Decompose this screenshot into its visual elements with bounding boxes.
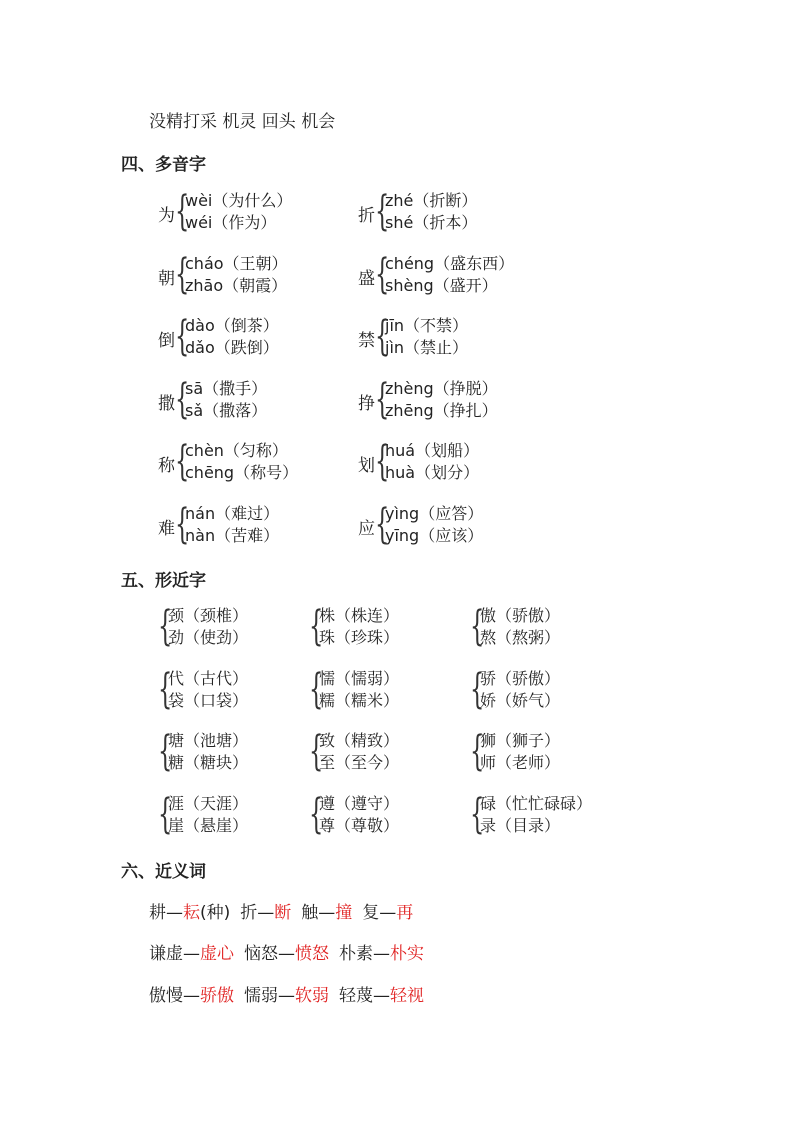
synonym-answer: 再 bbox=[396, 903, 414, 923]
polyphonic-char: 禁 bbox=[358, 331, 375, 351]
synonym-pair bbox=[339, 944, 424, 964]
shape-line-2: 珠（珍珠） bbox=[319, 628, 400, 647]
similar-shape-item bbox=[309, 602, 489, 650]
brace-icon: { bbox=[470, 602, 485, 650]
polyphonic-char: 撒 bbox=[158, 393, 175, 414]
polyphonic-item bbox=[158, 437, 358, 485]
reading-line-1: yìng（应答） bbox=[385, 503, 484, 523]
shape-line-1: 傲（骄傲） bbox=[480, 606, 561, 625]
similar-shape-item bbox=[470, 789, 650, 838]
synonym-pair bbox=[362, 903, 413, 923]
reading-line-2: sǎ（撒落） bbox=[185, 400, 268, 420]
polyphonic-char: 盛 bbox=[358, 268, 375, 289]
brace-icon: { bbox=[309, 664, 324, 713]
shape-line-2: 尊（尊敬） bbox=[319, 815, 400, 835]
shape-line-2: 糖（糖块） bbox=[168, 753, 249, 772]
brace-icon: { bbox=[158, 664, 173, 713]
shape-line-1: 株（株连） bbox=[319, 606, 400, 625]
synonym-answer: 撞 bbox=[335, 903, 353, 923]
reading-line-2: huà（划分） bbox=[385, 463, 480, 482]
brace-icon: { bbox=[375, 187, 390, 235]
similar-shape-item bbox=[309, 789, 489, 838]
synonym-word: 傲慢 bbox=[149, 986, 183, 1006]
polyphonic-item bbox=[158, 499, 358, 548]
polyphonic-char: 难 bbox=[158, 518, 175, 539]
brace-icon: { bbox=[175, 374, 190, 423]
synonym-answer: 耘 bbox=[183, 903, 200, 923]
reading-line-2: wéi（作为） bbox=[185, 213, 277, 232]
polyphonic-item bbox=[158, 249, 358, 298]
synonym-pair bbox=[244, 986, 329, 1006]
synonym-word: 谦虚 bbox=[149, 944, 183, 964]
polyphonic-item bbox=[358, 374, 558, 423]
brace-icon: { bbox=[175, 187, 190, 235]
synonym-row bbox=[149, 939, 434, 964]
synonym-dash: — bbox=[318, 903, 336, 923]
polyphonic-item bbox=[158, 312, 358, 360]
polyphonic-item bbox=[358, 249, 558, 298]
brace-icon: { bbox=[375, 374, 390, 423]
brace-icon: { bbox=[158, 727, 173, 775]
similar-shape-item bbox=[470, 602, 650, 650]
synonym-pair bbox=[240, 903, 291, 923]
brace-icon: { bbox=[175, 437, 190, 485]
synonym-answer: 虚心 bbox=[200, 944, 234, 964]
synonym-word: 触 bbox=[301, 903, 319, 923]
similar-shape-item bbox=[470, 727, 650, 775]
synonym-word: 恼怒 bbox=[244, 944, 278, 964]
section-title-polyphonic: 四、多音字 bbox=[121, 155, 206, 175]
polyphonic-item bbox=[358, 312, 558, 360]
synonym-suffix: (种) bbox=[200, 903, 231, 923]
synonym-word: 折 bbox=[240, 903, 258, 923]
reading-line-1: wèi（为什么） bbox=[185, 191, 293, 210]
synonym-pair bbox=[149, 944, 234, 964]
shape-line-1: 狮（狮子） bbox=[480, 731, 561, 750]
synonym-word: 耕 bbox=[149, 903, 166, 923]
brace-icon: { bbox=[309, 602, 324, 650]
shape-line-2: 熬（熬粥） bbox=[480, 628, 561, 647]
reading-line-1: chéng（盛东西） bbox=[385, 253, 515, 273]
reading-line-2: zhēng（挣扎） bbox=[385, 400, 498, 420]
polyphonic-char: 称 bbox=[158, 456, 175, 476]
synonym-dash: — bbox=[278, 986, 295, 1006]
polyphonic-item bbox=[358, 499, 558, 548]
shape-line-1: 碌（忙忙碌碌） bbox=[480, 793, 593, 813]
reading-line-2: nàn（苦难） bbox=[185, 525, 280, 545]
reading-line-1: chèn（匀称） bbox=[185, 441, 288, 460]
synonym-answer: 骄傲 bbox=[200, 986, 234, 1006]
brace-icon: { bbox=[470, 789, 485, 838]
brace-icon: { bbox=[375, 437, 390, 485]
shape-line-2: 至（至今） bbox=[319, 753, 400, 772]
reading-line-1: huá（划船） bbox=[385, 441, 480, 460]
brace-icon: { bbox=[375, 249, 390, 298]
polyphonic-item bbox=[158, 187, 358, 235]
reading-line-1: zhé（折断） bbox=[385, 191, 478, 210]
reading-line-2: shé（折本） bbox=[385, 213, 478, 232]
synonym-answer: 轻视 bbox=[390, 986, 424, 1006]
brace-icon: { bbox=[175, 249, 190, 298]
section-title-synonyms: 六、近义词 bbox=[121, 862, 206, 882]
reading-line-2: yīng（应该） bbox=[385, 525, 484, 545]
polyphonic-item bbox=[358, 437, 558, 485]
brace-icon: { bbox=[309, 727, 324, 775]
brace-icon: { bbox=[158, 602, 173, 650]
shape-line-1: 骄（骄傲） bbox=[480, 668, 561, 688]
synonym-row bbox=[149, 898, 423, 923]
brace-icon: { bbox=[309, 789, 324, 838]
shape-line-1: 懦（懦弱） bbox=[319, 668, 400, 688]
synonym-pair bbox=[149, 986, 234, 1006]
reading-line-2: chēng（称号） bbox=[185, 463, 299, 482]
shape-line-2: 师（老师） bbox=[480, 753, 561, 772]
synonym-word: 懦弱 bbox=[244, 986, 278, 1006]
intro-word-line: 没精打采 机灵 回头 机会 bbox=[149, 112, 336, 132]
brace-icon: { bbox=[375, 499, 390, 548]
similar-shape-item bbox=[309, 727, 489, 775]
synonym-dash: — bbox=[257, 903, 275, 923]
reading-line-2: dǎo（跌倒） bbox=[185, 338, 279, 357]
reading-line-1: sā（撒手） bbox=[185, 378, 268, 398]
similar-shape-item bbox=[470, 664, 650, 713]
synonym-row bbox=[149, 981, 434, 1006]
synonym-dash: — bbox=[183, 944, 200, 964]
synonym-dash: — bbox=[379, 903, 397, 923]
shape-line-2: 劲（使劲） bbox=[168, 628, 249, 647]
synonym-pair bbox=[244, 944, 329, 964]
polyphonic-char: 折 bbox=[358, 206, 375, 226]
synonym-pair bbox=[149, 903, 230, 923]
synonym-dash: — bbox=[373, 986, 390, 1006]
polyphonic-char: 挣 bbox=[358, 393, 375, 414]
polyphonic-char: 应 bbox=[358, 518, 375, 539]
polyphonic-item bbox=[358, 187, 558, 235]
synonym-dash: — bbox=[373, 944, 390, 964]
synonym-word: 轻蔑 bbox=[339, 986, 373, 1006]
reading-line-1: dào（倒茶） bbox=[185, 316, 279, 335]
shape-line-1: 代（古代） bbox=[168, 668, 249, 688]
polyphonic-item bbox=[158, 374, 358, 423]
polyphonic-char: 为 bbox=[158, 206, 175, 226]
shape-line-2: 录（目录） bbox=[480, 815, 561, 835]
brace-icon: { bbox=[175, 499, 190, 548]
synonym-answer: 断 bbox=[274, 903, 292, 923]
reading-line-1: jīn（不禁） bbox=[385, 316, 469, 335]
synonym-word: 复 bbox=[362, 903, 380, 923]
shape-line-2: 糯（糯米） bbox=[319, 690, 400, 710]
similar-shape-item bbox=[309, 664, 489, 713]
synonym-dash: — bbox=[278, 944, 295, 964]
synonym-answer: 愤怒 bbox=[295, 944, 329, 964]
polyphonic-char: 倒 bbox=[158, 331, 175, 351]
reading-line-2: shèng（盛开） bbox=[385, 275, 498, 295]
section-title-similar-shape: 五、形近字 bbox=[121, 571, 206, 591]
reading-line-1: cháo（王朝） bbox=[185, 253, 288, 273]
synonym-pair bbox=[301, 903, 352, 923]
shape-line-1: 涯（天涯） bbox=[168, 793, 249, 813]
shape-line-2: 崖（悬崖） bbox=[168, 815, 249, 835]
shape-line-2: 袋（口袋） bbox=[168, 690, 249, 710]
synonym-dash: — bbox=[166, 903, 183, 923]
reading-line-1: zhèng（挣脱） bbox=[385, 378, 498, 398]
shape-line-1: 遵（遵守） bbox=[319, 793, 400, 813]
brace-icon: { bbox=[158, 789, 173, 838]
brace-icon: { bbox=[470, 664, 485, 713]
synonym-pair bbox=[339, 986, 424, 1006]
reading-line-2: zhāo（朝霞） bbox=[185, 275, 288, 295]
synonym-answer: 朴实 bbox=[390, 944, 424, 964]
synonym-word: 朴素 bbox=[339, 944, 373, 964]
shape-line-1: 颈（颈椎） bbox=[168, 606, 249, 625]
brace-icon: { bbox=[470, 727, 485, 775]
synonym-dash: — bbox=[183, 986, 200, 1006]
reading-line-1: nán（难过） bbox=[185, 503, 280, 523]
brace-icon: { bbox=[375, 312, 390, 360]
polyphonic-char: 划 bbox=[358, 456, 375, 476]
reading-line-2: jìn（禁止） bbox=[385, 338, 469, 357]
brace-icon: { bbox=[175, 312, 190, 360]
synonym-answer: 软弱 bbox=[295, 986, 329, 1006]
shape-line-1: 塘（池塘） bbox=[168, 731, 249, 750]
shape-line-1: 致（精致） bbox=[319, 731, 400, 750]
shape-line-2: 娇（娇气） bbox=[480, 690, 561, 710]
polyphonic-char: 朝 bbox=[158, 268, 175, 289]
